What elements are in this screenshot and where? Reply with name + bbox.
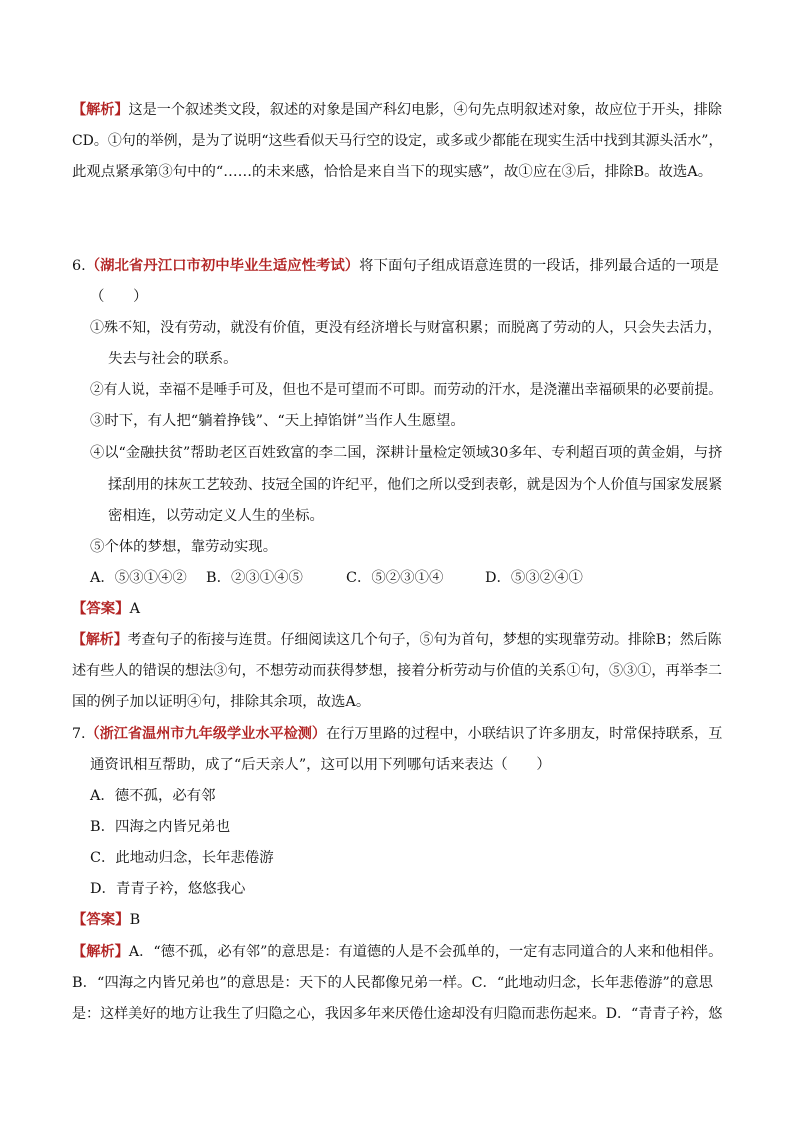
q7-stem-2: 通资讯相互帮助，成了“后天亲人”，这可以用下列哪句话来表达（ ） <box>90 757 551 773</box>
q6-sentence-4-cont-1: 揉刮用的抹灰工艺较劲、技冠全国的许纪平，他们之所以受到表彰，就是因为个人价值与国家发展紧 <box>108 477 723 493</box>
q6-sentence-4-cont-2: 密相连，以劳动定义人生的坐标。 <box>108 508 324 524</box>
q6-analysis-text-1: 考查句子的衔接与连贯。仔细阅读这几个句子，⑤句为首句，梦想的实现靠劳动。排除B；然后陈 <box>127 632 722 648</box>
q6-sentence-3: ③时下，有人把“躺着挣钱”、“天上掉馅饼”当作人生愿望。 <box>90 413 465 429</box>
q6-answer-value: A <box>129 601 140 617</box>
q7-analysis-text-1: A．“德不孤，必有邻”的意思是：有道德的人是不会孤单的，一定有志同道合的人来和他相伴。 <box>128 944 723 960</box>
q5-analysis-text-1: 这是一个叙述类文段，叙述的对象是国产科幻电影，④句先点明叙述对象，故应位于开头，排除 <box>128 102 723 118</box>
q7-option-b: B．四海之内皆兄弟也 <box>90 819 231 835</box>
analysis-tag: 【解析】 <box>72 631 128 648</box>
q6-number: 6. <box>72 258 86 274</box>
q6-option-b: B．②③①④⑤ <box>206 570 303 586</box>
q7-analysis-line-3: 是：这样美好的地方让我生了归隐之心，我因多年来厌倦仕途却没有归隐而悲伤起来。D．“青青子衿，悠 <box>72 1006 723 1022</box>
q5-analysis-line-2: CD。①句的举例，是为了说明“这些看似天马行空的设定，或多或少都能在现实生活中找到其源头活水”， <box>72 133 723 149</box>
q6-answer <box>72 599 140 619</box>
answer-tag: 【答案】 <box>72 911 130 928</box>
q7-source: （浙江省温州市九年级学业水平检测） <box>85 725 327 742</box>
q6-option-d: D．⑤③②④① <box>485 570 583 586</box>
q6-analysis-line-1 <box>72 630 722 650</box>
q7-option-a: A．德不孤，必有邻 <box>90 788 216 804</box>
q5-analysis-line-3: 此观点紧承第③句中的“……的未来感，恰恰是来自当下的现实感”，故①应在③后，排除B。故选A。 <box>72 164 713 180</box>
q6-source: （湖北省丹江口市初中毕业生适应性考试） <box>85 257 360 274</box>
q6-sentence-2: ②有人说，幸福不是唾手可及，但也不是可望而不可即。而劳动的汗水，是浇灌出幸福硕果的必要前提。 <box>90 382 722 398</box>
q6-sentence-4: ④以“金融扶贫”帮助老区百姓致富的李二国，深耕计量检定领域30多年、专利超百项的黄金娟，与挤 <box>90 445 723 461</box>
q7-option-d: D．青青子衿，悠悠我心 <box>90 881 246 897</box>
q6-stem: 将下面句子组成语意连贯的一段话，排列最合适的一项是 <box>359 258 719 274</box>
q6-sentence-5: ⑤个体的梦想，靠劳动实现。 <box>90 539 278 555</box>
q6-header <box>72 256 719 276</box>
q7-number: 7. <box>72 726 86 742</box>
q6-analysis-line-3: 国的例子加以证明④句，排除其余项，故选A。 <box>72 694 371 710</box>
q7-header <box>72 724 722 744</box>
analysis-tag: 【解析】 <box>72 101 129 118</box>
q7-answer <box>72 910 140 930</box>
q6-sentence-1-cont: 失去与社会的联系。 <box>108 351 238 367</box>
analysis-tag: 【解析】 <box>72 943 129 960</box>
q7-analysis-line-2: B．“四海之内皆兄弟也”的意思是：天下的人民都像兄弟一样。C．“此地动归念，长年悲倦游”的意思 <box>72 975 714 991</box>
q7-analysis-line-1 <box>72 942 722 962</box>
q5-analysis-line-1 <box>72 100 722 120</box>
q6-blank: （ ） <box>90 289 148 305</box>
q7-stem-1: 在行万里路的过程中，小联结识了许多朋友，时常保持联系，互 <box>326 726 723 742</box>
q6-option-a: A．⑤③①④② <box>90 570 187 586</box>
q6-analysis-line-2: 述有些人的错误的想法③句，不想劳动而获得梦想，接着分析劳动与价值的关系①句，⑤③①，再举李二 <box>72 663 723 679</box>
q6-option-c: C．⑤②③①④ <box>346 570 444 586</box>
q7-option-c: C．此地动归念，长年悲倦游 <box>90 850 274 866</box>
q6-sentence-1: ①殊不知，没有劳动，就没有价值，更没有经济增长与财富积累；而脱离了劳动的人，只会失去活力， <box>90 320 722 336</box>
answer-tag: 【答案】 <box>72 600 130 617</box>
q7-answer-value: B <box>129 912 141 928</box>
